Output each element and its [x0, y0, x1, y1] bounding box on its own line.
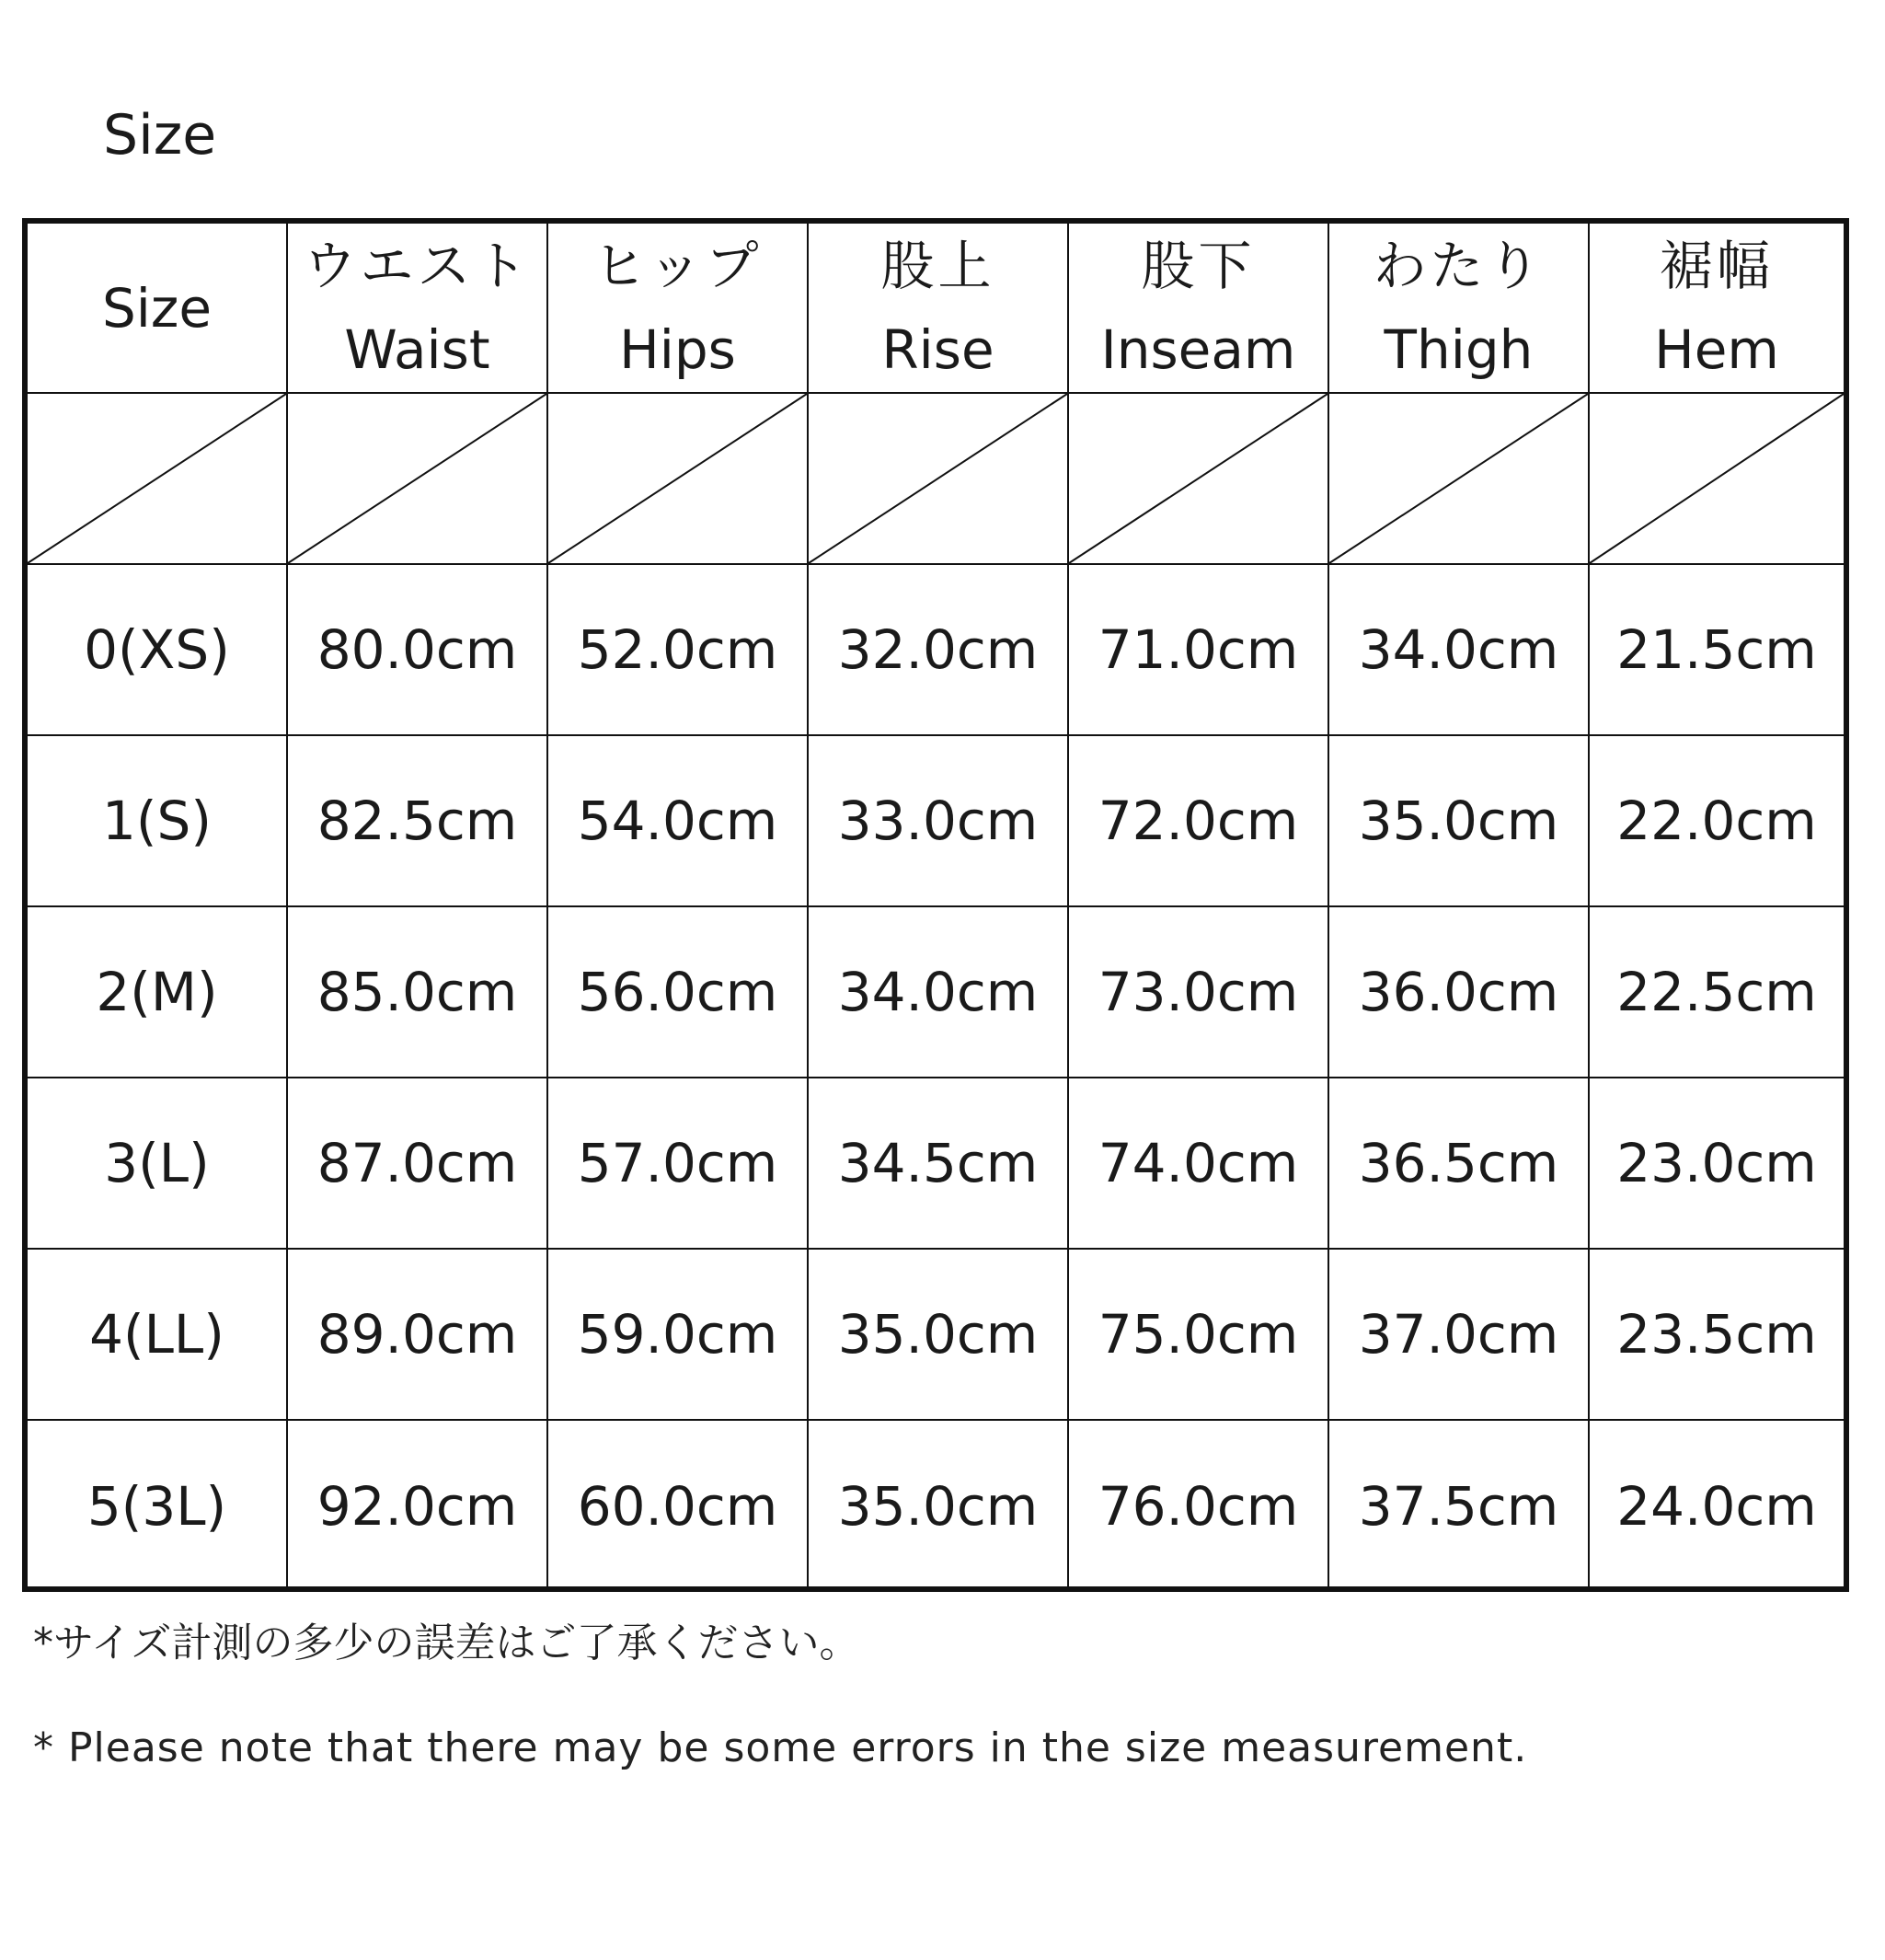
table-cell: 24.0cm — [1589, 1420, 1844, 1591]
table-cell: 54.0cm — [547, 735, 808, 906]
table-cell: 23.5cm — [1589, 1249, 1844, 1420]
table-cell: 82.5cm — [287, 735, 547, 906]
table-row — [28, 1078, 1844, 1249]
column-header-hem — [1589, 224, 1844, 393]
table-cell: 22.0cm — [1589, 735, 1844, 906]
column-header-jp: 股上 — [880, 234, 995, 297]
column-header-en: Thigh — [1384, 317, 1534, 381]
table-cell: 80.0cm — [287, 564, 547, 735]
diagonal-cell — [808, 393, 1068, 564]
column-header-hips — [547, 224, 808, 393]
column-header-en: Hem — [1654, 317, 1779, 381]
column-header-jp: 股下 — [1141, 234, 1256, 297]
header-row — [28, 224, 1844, 393]
diagonal-cell — [28, 393, 287, 564]
diagonal-cell — [1328, 393, 1589, 564]
column-header-en: Waist — [344, 317, 490, 381]
table-cell: 33.0cm — [808, 735, 1068, 906]
table-cell: 73.0cm — [1068, 906, 1328, 1078]
column-header-en: Rise — [881, 317, 994, 381]
column-header-thigh — [1328, 224, 1589, 393]
column-header-jp: わたり — [1373, 234, 1545, 297]
table-cell: 92.0cm — [287, 1420, 547, 1591]
table-cell: 36.5cm — [1328, 1078, 1589, 1249]
table-cell: 35.0cm — [1328, 735, 1589, 906]
table-cell: 22.5cm — [1589, 906, 1844, 1078]
column-header-en: Inseam — [1100, 317, 1296, 381]
table-cell: 59.0cm — [547, 1249, 808, 1420]
diagonal-line-icon — [809, 394, 1067, 563]
column-header-jp: ヒップ — [592, 234, 763, 297]
table-cell: 89.0cm — [287, 1249, 547, 1420]
diagonal-line-icon — [288, 394, 546, 563]
table-cell: 74.0cm — [1068, 1078, 1328, 1249]
note-english: * Please note that there may be some errors in the size measurement. — [33, 1724, 1528, 1771]
size-cell: 5(3L) — [28, 1420, 287, 1591]
table-cell: 35.0cm — [808, 1420, 1068, 1591]
size-cell: 0(XS) — [28, 564, 287, 735]
size-cell: 1(S) — [28, 735, 287, 906]
diagonal-row — [28, 393, 1844, 564]
diagonal-cell — [287, 393, 547, 564]
table-cell: 32.0cm — [808, 564, 1068, 735]
table-cell: 76.0cm — [1068, 1420, 1328, 1591]
column-header-jp: 裾幅 — [1659, 234, 1774, 297]
table-row — [28, 1249, 1844, 1420]
note-japanese: *サイズ計測の多少の誤差はご了承ください。 — [33, 1620, 860, 1666]
diagonal-cell — [1589, 393, 1844, 564]
table-cell: 56.0cm — [547, 906, 808, 1078]
table-cell: 57.0cm — [547, 1078, 808, 1249]
table-cell: 21.5cm — [1589, 564, 1844, 735]
size-cell: 4(LL) — [28, 1249, 287, 1420]
table-row — [28, 1420, 1844, 1591]
size-cell: 2(M) — [28, 906, 287, 1078]
column-header-rise — [808, 224, 1068, 393]
column-header-jp: ウエスト — [303, 234, 532, 297]
table-cell: 71.0cm — [1068, 564, 1328, 735]
table-row — [28, 564, 1844, 735]
size-header-label: Size — [101, 276, 213, 340]
table-cell: 23.0cm — [1589, 1078, 1844, 1249]
table-cell: 87.0cm — [287, 1078, 547, 1249]
column-header-inseam — [1068, 224, 1328, 393]
table-cell: 34.0cm — [808, 906, 1068, 1078]
table-cell: 35.0cm — [808, 1249, 1068, 1420]
table-cell: 85.0cm — [287, 906, 547, 1078]
table-row — [28, 735, 1844, 906]
table-cell: 34.5cm — [808, 1078, 1068, 1249]
diagonal-line-icon — [1590, 394, 1844, 563]
table-cell: 34.0cm — [1328, 564, 1589, 735]
table-cell: 36.0cm — [1328, 906, 1589, 1078]
diagonal-line-icon — [1329, 394, 1588, 563]
page-title: Size — [103, 103, 217, 167]
diagonal-line-icon — [548, 394, 807, 563]
size-cell: 3(L) — [28, 1078, 287, 1249]
column-header-waist — [287, 224, 547, 393]
table-cell: 37.0cm — [1328, 1249, 1589, 1420]
diagonal-cell — [547, 393, 808, 564]
diagonal-line-icon — [1069, 394, 1328, 563]
diagonal-cell — [1068, 393, 1328, 564]
diagonal-line-icon — [28, 394, 286, 563]
table-cell: 72.0cm — [1068, 735, 1328, 906]
column-header-en: Hips — [619, 317, 736, 381]
table-cell: 52.0cm — [547, 564, 808, 735]
size-chart — [22, 218, 1849, 1592]
table-row — [28, 906, 1844, 1078]
table-cell: 75.0cm — [1068, 1249, 1328, 1420]
size-table — [28, 224, 1844, 1591]
size-column-header — [28, 224, 287, 393]
table-cell: 37.5cm — [1328, 1420, 1589, 1591]
table-cell: 60.0cm — [547, 1420, 808, 1591]
